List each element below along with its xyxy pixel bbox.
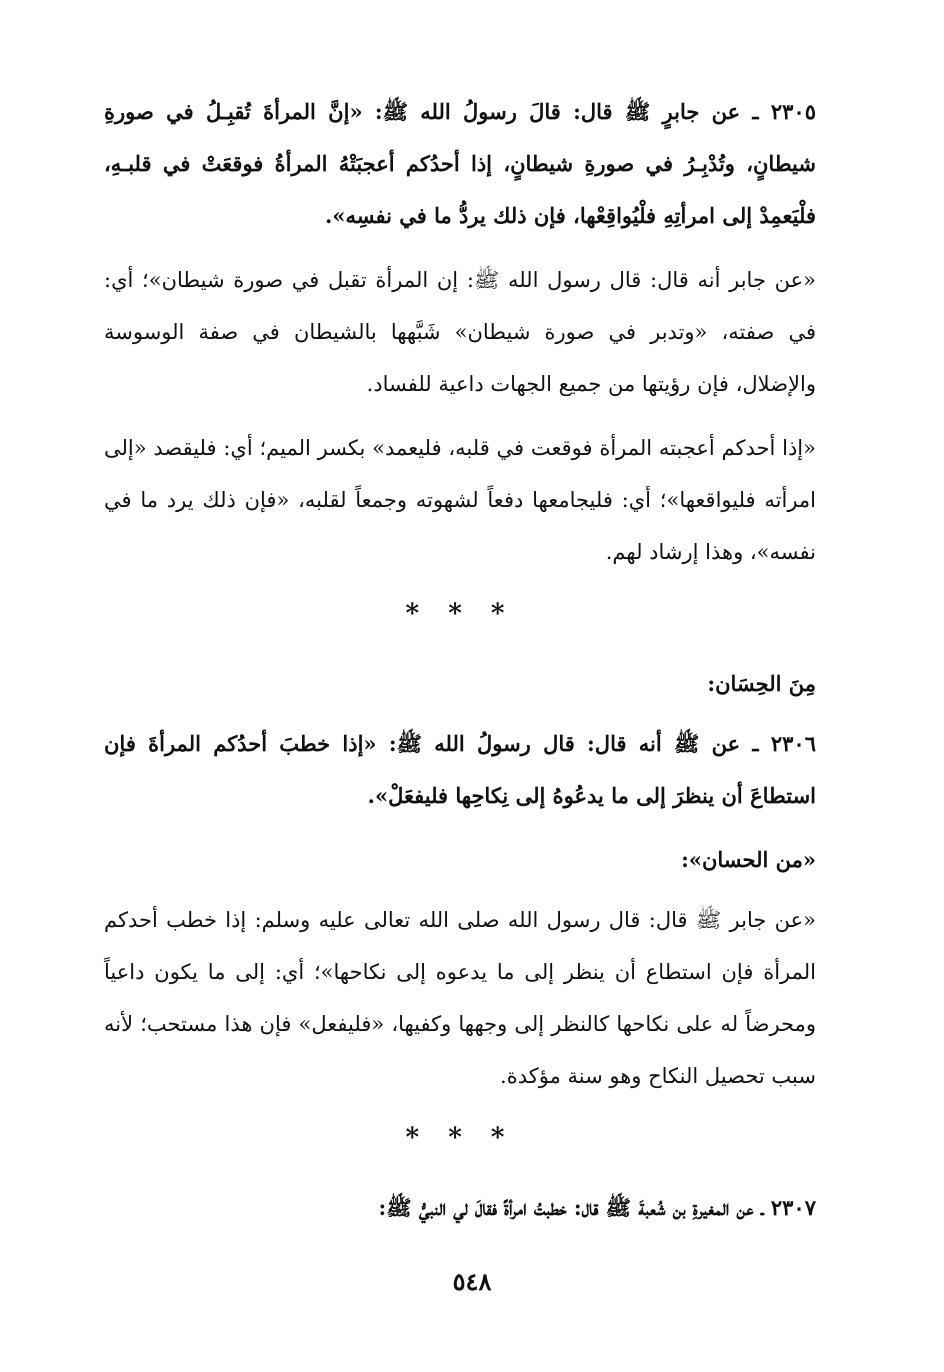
commentary-2306: «عن جابر ﷺ قال: قال رسول الله صلى الله تعالى عليه وسلم: إذا خطب أحدكم المرأة فإن استطاع أن ينظر إلى ما يدعوه إلى نكاحها»؛ أي: إلى ما يكون داعياً ومحرضاً له على نكاحها كالنظر إلى وجهها وكفيها، «فليفعل» فإن هذا مستحب؛ لأنه سبب تحصيل النكاح وهو سنة مؤكدة. [104, 908, 816, 1088]
page-number: ٥٤٨ [452, 1267, 492, 1296]
commentary-heading-hisan: «من الحسان»: [681, 847, 816, 872]
hadith-2305: ٢٣٠٥ ـ عن جابرٍ ﷺ قال: قالَ رسولُ الله ﷺ: «إنَّ المرأةَ تُقبِـلُ في صورةِ شيطانٍ، وتُدْبِـرُ في صورةِ شيطانٍ، إذا أحدُكم أعجبَتْهُ المرأةُ فوقعَتْ في قلبـهِ، فلْيَعمِدْ إلى امرأتِهِ فلْيُواقِعْها، فإن ذلك يردُّ ما في نفسِه». [104, 99, 816, 228]
commentary-2305-a: «عن جابر أنه قال: قال رسول الله ﷺ: إن المرأة تقبل في صورة شيطان»؛ أي: في صفته، «وتدبر في صورة شيطان» شَبَّهها بالشيطان في صفة الوسوسة والإضلال، فإن رؤيتها من جميع الجهات داعية للفساد. [104, 268, 816, 396]
section-heading-hisan: مِنَ الحِسَان: [707, 671, 816, 696]
hadith-2306: ٢٣٠٦ ـ عن ﷺ أنه قال: قال رسولُ الله ﷺ: «إذا خطبَ أحدُكم المرأةَ فإن استطاعَ أن ينظرَ إلى ما يدعُوهُ إلى نِكاحِها فليفعَلْ». [104, 731, 816, 808]
section-separator: * * * [405, 599, 515, 629]
commentary-2305-b: «إذا أحدكم أعجبته المرأة فوقعت في قلبه، فليعمد» بكسر الميم؛ أي: فليقصد «إلى امرأته فليواقعها»؛ أي: فليجامعها دفعاً لشهوته وجمعاً لقلبه، «فإن ذلك يرد ما في نفسه»، وهذا إرشاد لهم. [104, 436, 816, 564]
section-separator-2: * * * [405, 1123, 515, 1153]
hadith-2307: ٢٣٠٧ ـ عن المغيرةِ بن شُعبةَ ﷺ قال: خطبتُ امرأةً فقالَ لي النبيُّ ﷺ: [378, 1195, 816, 1220]
